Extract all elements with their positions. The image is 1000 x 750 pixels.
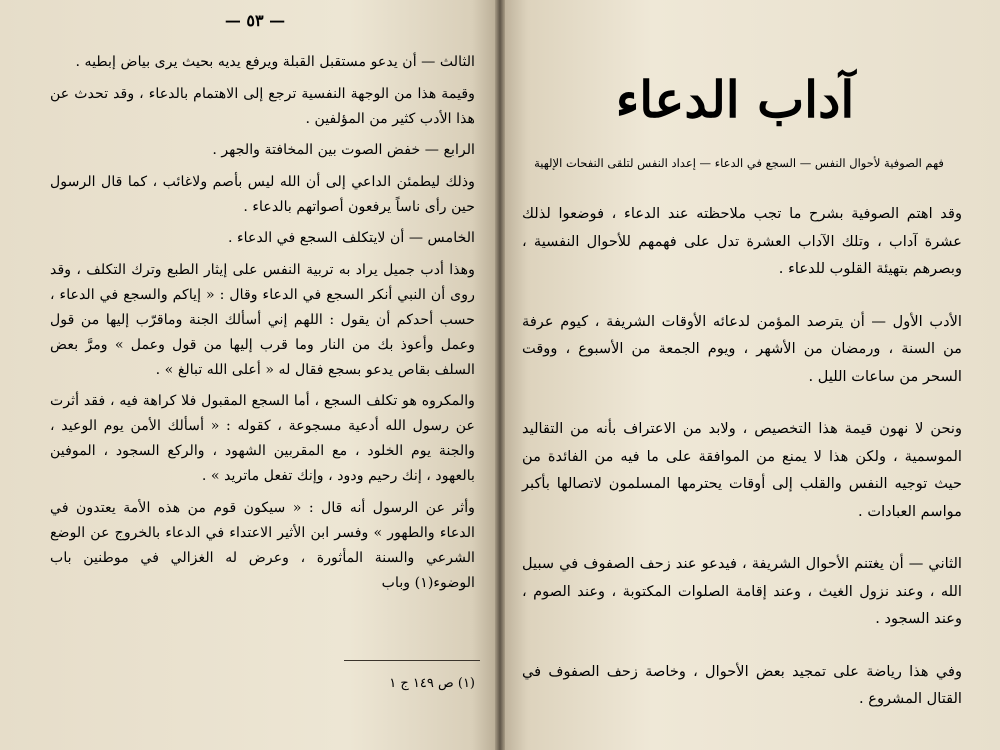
paragraph-fifth-explanation: وهذا أدب جميل يراد به تربية النفس على إيثار الطبع وترك التكلف ، وقد روى أن النبي أنكر السجع في الدعاء وقال : « إياكم والسجع في الدعاء ، حسب أحدكم أن يقول : اللهم إني أسألك الجنة وماقرّب إليها من قول وعمل وأعوذ بك من النار وما قرب إليها من قول وعمل » ومرَّ بعض السلف بقاص يدعو بسجع فقال له « أعلى الله تبالغ » . [50,261,475,378]
paragraph-fourth-explanation: وذلك ليطمئن الداعي إلى أن الله ليس بأصم ولاغائب ، كما قال الرسول حين رأى ناساً يرفعون أصواتهم بالدعاء . [50,173,475,215]
paragraph-first-commentary: ونحن لا نهون قيمة هذا التخصيص ، ولابد من الاعتراف بأنه من التقاليد الموسمية ، ولكن هذا لا يمنع من الموافقة على ما فيه من الفائدة من حيث توجيه النفس والقلب إلى أوقات يحترمها المسلمون لاتصالها بأكبر مواسم العبادات . [522,420,962,520]
paragraph-fifth-etiquette: الخامس — أن لايتكلف السجع في الدعاء . [227,230,475,246]
page-number: — ٥٣ — [224,11,286,30]
paragraph-second-commentary: وفي هذا رياضة على تمجيد بعض الأحوال ، وخاصة زحف الصفوف في القتال المشروع . [522,662,962,707]
paragraph-intro: وقد اهتم الصوفية بشرح ما تجب ملاحظته عند الدعاء ، فوضعوا لذلك عشرة آداب ، وتلك الآداب العشرة تدل على فهمهم للأحوال النفسية ، وبصرهم بتهيئة القلوب للدعاء . [522,205,962,277]
paragraph-psychological-value: وقيمة هذا من الوجهة النفسية ترجع إلى الاهتمام بالدعاء ، وقد تحدث عن هذا الأدب كثير من المؤلفين . [50,85,475,127]
book-spine [495,0,505,750]
paragraph-transgression: وأثر عن الرسول أنه قال : « سيكون قوم من هذه الأمة يعتدون في الدعاء والطهور » وفسر ابن الأثير الاعتداء في الدعاء بالخروج عن الوضع الشرعي والسنة المأثورة ، وعرض له الغزالي في موطنين باب الوضوء(١) وباب [50,499,475,591]
chapter-title: آداب الدعاء [615,70,855,129]
footnote: (١) ص ١٤٩ ج ١ [389,676,475,691]
left-page-body [50,50,475,602]
paragraph-rhyme-discussion: والمكروه هو تكلف السجع ، أما السجع المقبول فلا كراهة فيه ، فقد أثرت عن رسول الله أدعية مسجوعة ، كقوله : « أسألك الأمن يوم الوعيد ، والجنة يوم الخلود ، مع المقربين الشهود ، والركع السجود ، الموفين بالعهود ، إنك رحيم ودود ، وإنك تفعل ماتريد » . [50,393,475,484]
right-page-body [522,200,962,738]
paragraph-fourth-etiquette: الرابع — خفض الصوت بين المخافتة والجهر . [212,142,475,158]
paragraph-second-etiquette: الثاني — أن يغتنم الأحوال الشريفة ، فيدعو عند زحف الصفوف في سبيل الله ، وعند نزول الغيث ، وعند إقامة الصلوات المكتوبة ، وعند الصوم ، وعند السجود . [522,555,962,627]
footnote-divider [344,660,480,661]
paragraph-third-etiquette: الثالث — أن يدعو مستقبل القبلة ويرفع يديه بحيث يرى بياض إبطيه . [75,54,475,70]
chapter-summary: فهم الصوفية لأحوال النفس — السجع في الدعاء — إعداد النفس لتلقى النفحات الإلهية [534,156,944,170]
paragraph-first-etiquette: الأدب الأول — أن يترصد المؤمن لدعائه الأوقات الشريفة ، كيوم عرفة من السنة ، ورمضان من الأشهر ، ويوم الجمعة من الأسبوع ، ووقت السحر من ساعات الليل . [522,312,962,385]
